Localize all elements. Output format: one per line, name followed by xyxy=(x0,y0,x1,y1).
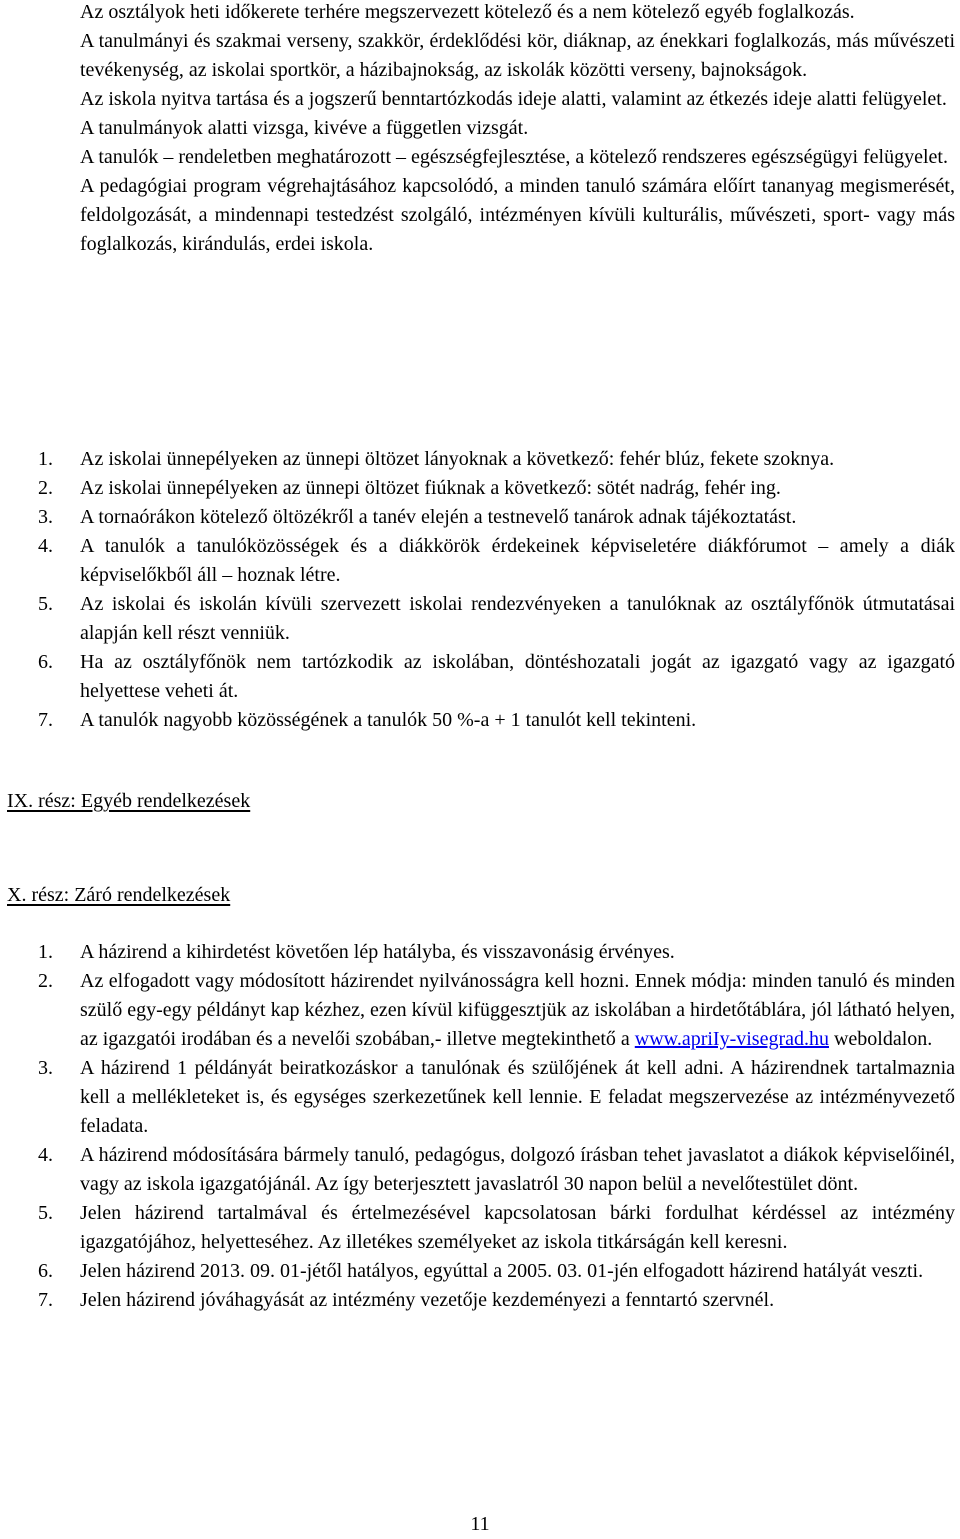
list-item xyxy=(38,590,955,648)
list-item xyxy=(38,474,955,503)
item-text: Jelen házirend 2013. 09. 01-jétől hatályos, egyúttal a 2005. 03. 01-jén elfogadott házirend hatályát veszti. xyxy=(80,1260,924,1282)
item-text: Jelen házirend jóváhagyását az intézmény vezetője kezdeményezi a fenntartó szervnél. xyxy=(80,1289,775,1311)
item-text: A házirend 1 példányát beiratkozáskor a tanulónak és szülőjének át kell adni. A házirendnek tartalmaznia kell a mellékleteket is, és egységes szerkezetűnek kell lennie. E feladat megszervezése az intézményvezető feladata. xyxy=(80,1057,955,1137)
intro-paragraph: A pedagógiai program végrehajtásához kapcsolódó, a minden tanuló számára előírt tananyag megismerését, feldolgozását, a mindennapi testedzést szolgáló, intézményen kívüli kulturális, művészeti, sport- vagy más foglalkozás, kirándulás, erdei iskola. xyxy=(80,175,955,255)
list-item xyxy=(38,503,955,532)
item-text-before-link: Az elfogadott vagy módosított házirendet nyilvánosságra kell hozni. Ennek módja: minden tanuló és minden szülő egy-egy példányt kap kézhez, ezen kívül kifüggesztjük az iskolában a hirdetőtáblára, jól látható helyen, az igazgatói irodában és a nevelői szobában,- illetve megtekinthető a xyxy=(80,970,955,1050)
item-text: Az iskolai ünnepélyeken az ünnepi öltözet fiúknak a következő: sötét nadrág, fehér ing. xyxy=(80,477,781,499)
list-item xyxy=(38,1257,955,1286)
item-number: 7. xyxy=(38,709,53,731)
item-number: 3. xyxy=(38,1057,53,1079)
list-item xyxy=(38,1054,955,1141)
item-number: 3. xyxy=(38,506,53,528)
item-number: 1. xyxy=(38,448,53,470)
item-number: 5. xyxy=(38,593,53,615)
item-number: 2. xyxy=(38,477,53,499)
item-number: 5. xyxy=(38,1202,53,1224)
item-text: Jelen házirend tartalmával és értelmezésével kapcsolatosan bárki fordulhat kérdéssel az intézmény igazgatójához, helyetteséhez. Az illetékes személyeket az iskola titkárságán kell keresni. xyxy=(80,1202,955,1253)
item-text: Az iskolai ünnepélyeken az ünnepi öltözet lányoknak a következő: fehér blúz, fekete szoknya. xyxy=(80,448,835,470)
intro-paragraphs xyxy=(80,0,955,259)
intro-paragraph: Az osztályok heti időkerete terhére megszervezett kötelező és a nem kötelező egyéb foglalkozás. xyxy=(80,1,855,23)
list-item xyxy=(38,706,955,735)
item-number: 6. xyxy=(38,651,53,673)
item-text: Ha az osztályfőnök nem tartózkodik az iskolában, döntéshozatali jogát az igazgató vagy az igazgató helyettese veheti át. xyxy=(80,651,955,702)
item-number: 6. xyxy=(38,1260,53,1282)
item-text: A házirend módosítására bármely tanuló, pedagógus, dolgozó írásban tehet javaslatot a diákok képviselőinél, vagy az iskola igazgatójánál. Az így beterjesztett javaslatról 30 napon belül a nevelőtestület dönt. xyxy=(80,1144,955,1195)
item-text: A tanulók nagyobb közösségének a tanulók 50 %-a + 1 tanulót kell tekinteni. xyxy=(80,709,697,731)
intro-paragraph: A tanulmányok alatti vizsga, kivéve a független vizsgát. xyxy=(80,117,529,139)
item-number: 4. xyxy=(38,1144,53,1166)
intro-paragraph: A tanulmányi és szakmai verseny, szakkör, érdeklődési kör, diáknap, az énekkari foglalkozás, más művészeti tevékenység, az iskolai sportkör, a házibajnokság, az iskolák közötti verseny, bajnokságok. xyxy=(80,30,955,81)
item-text: A házirend a kihirdetést követően lép hatályba, és visszavonásig érvényes. xyxy=(80,941,675,963)
list-item xyxy=(38,532,955,590)
item-text: Az iskolai és iskolán kívüli szervezett iskolai rendezvényeken a tanulóknak az osztályfőnök útmutatásai alapján kell részt venniük. xyxy=(80,593,955,644)
intro-paragraph: A tanulók – rendeletben meghatározott – egészségfejlesztése, a kötelező rendszeres egészségügyi felügyelet. xyxy=(80,146,948,168)
list-item xyxy=(38,967,955,1054)
item-text: A tornaórákon kötelező öltözékről a tanév elején a testnevelő tanárok adnak tájékoztatást. xyxy=(80,506,797,528)
list-item xyxy=(38,1286,955,1315)
section-ix-list xyxy=(38,445,955,735)
item-text-after-link: weboldalon. xyxy=(828,1028,933,1050)
list-item xyxy=(38,445,955,474)
section-x-list xyxy=(38,938,955,1315)
section-heading-x: X. rész: Záró rendelkezések xyxy=(7,884,231,906)
list-item xyxy=(38,1199,955,1257)
intro-paragraph: Az iskola nyitva tartása és a jogszerű benntartózkodás ideje alatti, valamint az étkezés ideje alatti felügyelet. xyxy=(80,88,947,110)
item-number: 1. xyxy=(38,941,53,963)
item-number: 7. xyxy=(38,1289,53,1311)
list-item xyxy=(38,1141,955,1199)
item-number: 2. xyxy=(38,970,53,992)
website-link[interactable]: www.apriIy-visegrad.hu xyxy=(634,1028,829,1050)
section-heading-ix: IX. rész: Egyéb rendelkezések xyxy=(7,790,251,812)
item-text: A tanulók a tanulóközösségek és a diákkörök érdekeinek képviseletére diákfórumot – amely a diák képviselőkből áll – hoznak létre. xyxy=(80,535,955,586)
list-item xyxy=(38,648,955,706)
list-item xyxy=(38,938,955,967)
page-number: 11 xyxy=(470,1513,490,1535)
item-number: 4. xyxy=(38,535,53,557)
